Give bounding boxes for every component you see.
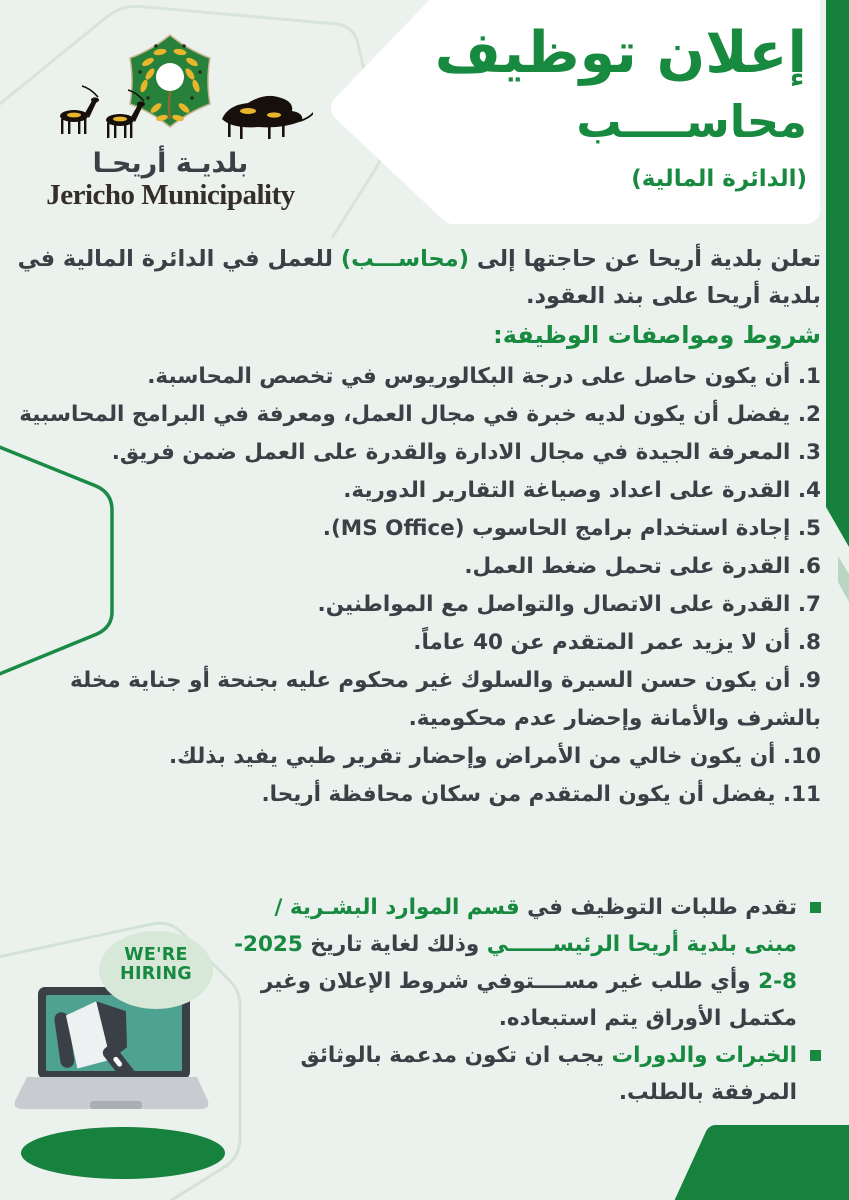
note-highlight: قسم الموارد البشـرية / مبنى بلدية أريحا الرئيســــــي <box>274 895 797 957</box>
bullet-square-icon <box>810 902 821 913</box>
lion-and-gazelle-icon <box>222 96 313 139</box>
hiring-badge-line1: WE'RE <box>124 945 188 965</box>
laptop-base <box>15 1077 209 1109</box>
requirement-item: 5. إجادة استخدام برامج الحاسوب (MS Office). <box>322 516 821 541</box>
logo-english-name: Jericho Municipality <box>46 179 295 211</box>
note-text: وأي طلب غير مســــتوفي شروط الإعلان وغير مكتمل الأوراق يتم استبعاده. <box>260 969 797 1031</box>
hiring-badge <box>99 946 213 985</box>
requirement-item: 6. القدرة على تحمل ضغط العمل. <box>464 554 821 579</box>
corner-green-shape <box>684 1136 849 1200</box>
requirement-item: 8. أن لا يزيد عمر المتقدم عن 40 عاماً. <box>413 630 821 655</box>
side-ribbon-tail <box>838 556 849 602</box>
notes-section <box>228 889 823 1111</box>
municipality-logo-block <box>28 24 313 212</box>
bullet-square-icon <box>810 1050 821 1061</box>
department-label: (الدائرة المالية) <box>631 165 807 192</box>
shadow-ellipse <box>21 1127 225 1179</box>
note-highlight: الخبرات والدورات <box>611 1043 797 1068</box>
rosette-icon <box>130 35 210 127</box>
note-deadline-date: 2025-8-2 <box>234 932 797 994</box>
note-text: تقدم طلبات التوظيف في <box>519 895 797 920</box>
requirement-item: 7. القدرة على الاتصال والتواصل مع المواطنين. <box>317 592 821 617</box>
logo-arabic-name: بلديـة أريحـا <box>92 148 249 179</box>
note-text: يجب ان تكون مدعمة بالوثائق المرفقة بالطلب. <box>300 1043 797 1105</box>
requirement-item: 1. أن يكون حاصل على درجة البكالوريوس في تخصص المحاسبة. <box>147 364 821 389</box>
intro-text-2: للعمل في الدائرة المالية في بلدية أريحا على بند العقود. <box>17 246 821 309</box>
intro-highlight: (محاســـب) <box>340 246 469 272</box>
job-position-title: محاســــب <box>576 94 807 148</box>
requirement-item: 3. المعرفة الجيدة في مجال الادارة والقدرة على العمل ضمن فريق. <box>111 440 821 465</box>
requirements-list <box>8 358 821 814</box>
note-item <box>228 1037 823 1111</box>
note-item <box>228 889 823 1037</box>
side-ribbon <box>826 0 849 547</box>
intro-text-1: تعلن بلدية أريحا عن حاجتها إلى <box>469 246 821 272</box>
hiring-badge-line2: HIRING <box>120 964 192 985</box>
intro-paragraph <box>14 241 821 315</box>
requirement-item: 4. القدرة على اعداد وصياغة التقارير الدورية. <box>343 478 821 503</box>
requirement-item: 10. أن يكون خالي من الأمراض وإحضار تقرير طبي يفيد بذلك. <box>169 744 821 769</box>
municipality-logo <box>28 24 313 146</box>
page-title: إعلان توظيف <box>434 20 807 86</box>
requirement-item: 11. يفضل أن يكون المتقدم من سكان محافظة أريحا. <box>261 782 821 807</box>
header <box>435 22 807 192</box>
requirements-heading: شروط ومواصفات الوظيفة: <box>493 321 821 349</box>
note-text: وذلك لغاية تاريخ <box>302 932 487 957</box>
requirement-item: 2. يفضل أن يكون لديه خبرة في مجال العمل، ومعرفة في البرامج المحاسبية <box>19 402 821 427</box>
requirement-item: 9. أن يكون حسن السيرة والسلوك غير محكوم عليه بجنحة أو جناية مخلة بالشرف والأمانة وإحضار عدم محكومية. <box>70 668 821 731</box>
